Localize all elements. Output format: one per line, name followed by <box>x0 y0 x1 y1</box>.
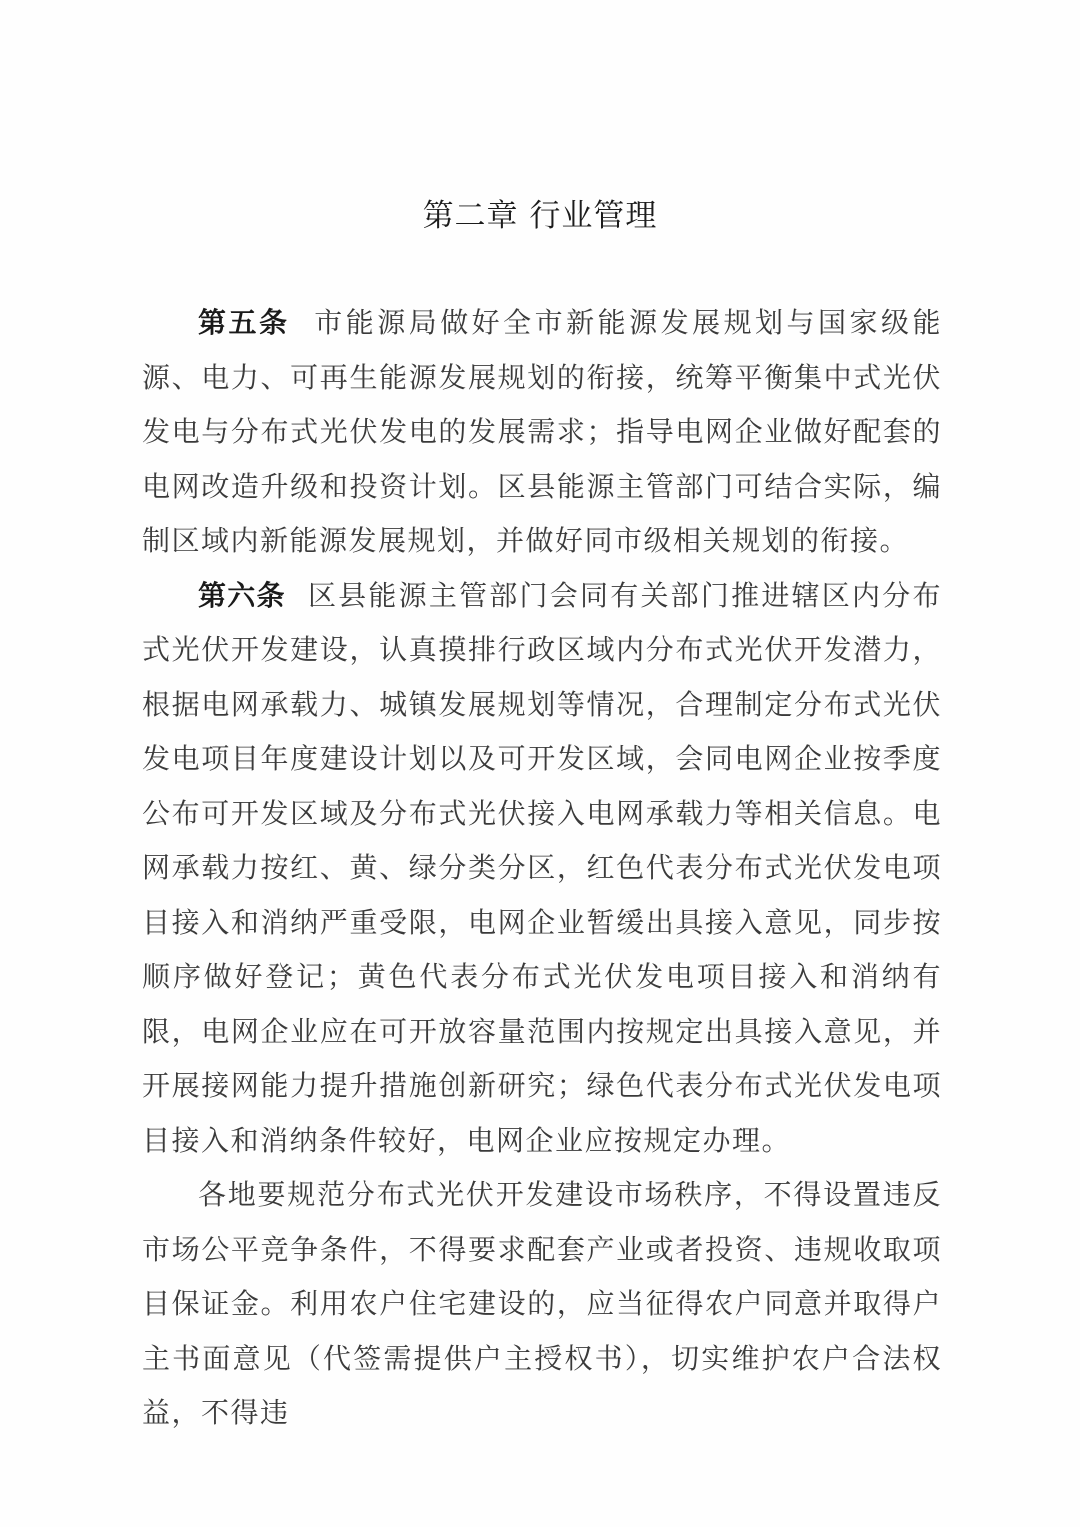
continuation-paragraph <box>142 1168 942 1441</box>
chapter-title: 第二章 行业管理 <box>422 198 658 234</box>
article-text: 市能源局做好全市新能源发展规划与国家级能源、电力、可再生能源发展规划的衔接，统筹平衡集中式光伏发电与分布式光伏发电的发展需求；指导电网企业做好配套的电网改造升级和投资计划。区县能源主管部门可结合实际，编制区域内新能源发展规划，并做好同市级相关规划的衔接。 <box>142 306 942 557</box>
article-label: 第六条 <box>198 578 286 612</box>
article-6-paragraph <box>142 569 942 1169</box>
article-label: 第五条 <box>198 306 290 339</box>
article-5-paragraph <box>142 296 942 569</box>
article-text: 区县能源主管部门会同有关部门推进辖区内分布式光伏开发建设，认真摸排行政区域内分布式光伏开发潜力，根据电网承载力、城镇发展规划等情况，合理制定分布式光伏发电项目年度建设计划以及可开发区域，会同电网企业按季度公布可开发区域及分布式光伏接入电网承载力等相关信息。电网承载力按红、黄、绿分类分区，红色代表分布式光伏发电项目接入和消纳严重受限，电网企业暂缓出具接入意见，同步按顺序做好登记；黄色代表分布式光伏发电项目接入和消纳有限，电网企业应在可开放容量范围内按规定出具接入意见，并开展接网能力提升措施创新研究；绿色代表分布式光伏发电项目接入和消纳条件较好，电网企业应按规定办理。 <box>142 578 942 1157</box>
paragraph-text: 各地要规范分布式光伏开发建设市场秩序，不得设置违反市场公平竞争条件，不得要求配套产业或者投资、违规收取项目保证金。利用农户住宅建设的，应当征得农户同意并取得户主书面意见（代签需提供户主授权书），切实维护农户合法权益，不得违 <box>142 1178 942 1429</box>
document-body <box>142 296 942 1441</box>
